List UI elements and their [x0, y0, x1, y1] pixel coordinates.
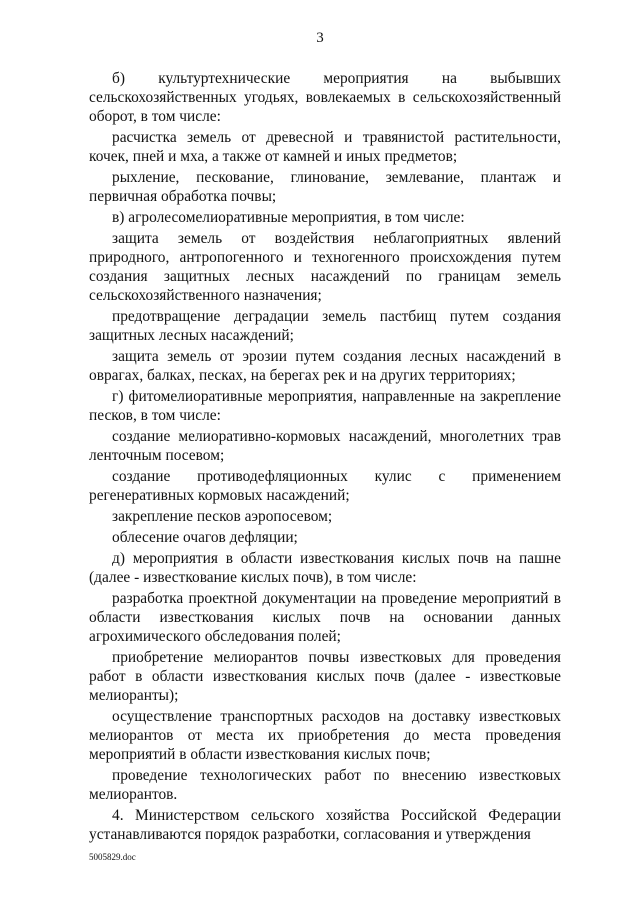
document-body — [89, 67, 561, 844]
paragraph: 4. Министерством сельского хозяйства Российской Федерации устанавливаются порядок разработки, согласования и утверждения — [89, 807, 561, 843]
paragraph: б) культуртехнические мероприятия на выбывших сельскохозяйственных угодьях, вовлекаемых в сельскохозяйственный оборот, в том числе: — [89, 70, 561, 125]
paragraph: рыхление, пескование, глинование, землевание, плантаж и первичная обработка почвы; — [89, 169, 561, 205]
paragraph: г) фитомелиоративные мероприятия, направленные на закрепление песков, в том числе: — [89, 388, 561, 424]
paragraph: защита земель от воздействия неблагоприятных явлений природного, антропогенного и техногенного происхождения путем создания защитных лесных насаждений по границам земель сельскохозяйственного назначения; — [89, 230, 561, 304]
paragraph: расчистка земель от древесной и травянистой растительности, кочек, пней и мха, а также от камней и иных предметов; — [89, 129, 561, 165]
paragraph: разработка проектной документации на проведение мероприятий в области известкования кислых почв на основании данных агрохимического обследования полей; — [89, 590, 561, 645]
footer-document-code: 5005829.doc — [89, 852, 136, 862]
page-number: 3 — [316, 30, 324, 46]
paragraph: предотвращение деградации земель пастбищ путем создания защитных лесных насаждений; — [89, 308, 561, 344]
paragraph: создание мелиоративно-кормовых насаждений, многолетних трав ленточным посевом; — [89, 428, 561, 464]
paragraph: проведение технологических работ по внесению известковых мелиорантов. — [89, 767, 561, 803]
paragraph: закрепление песков аэропосевом; — [112, 508, 333, 525]
paragraph: д) мероприятия в области известкования кислых почв на пашне (далее - известкование кислых почв), в том числе: — [89, 550, 561, 586]
paragraph: в) агролесомелиоративные мероприятия, в том числе: — [112, 209, 465, 226]
paragraph: защита земель от эрозии путем создания лесных насаждений в оврагах, балках, песках, на берегах рек и на других территориях; — [89, 348, 561, 384]
paragraph: облесение очагов дефляции; — [112, 529, 298, 546]
paragraph: приобретение мелиорантов почвы известковых для проведения работ в области известкования кислых почв (далее - известковые мелиоранты); — [89, 649, 561, 704]
paragraph: создание противодефляционных кулис с применением регенеративных кормовых насаждений; — [89, 468, 561, 504]
paragraph: осуществление транспортных расходов на доставку известковых мелиорантов от места их приобретения до места проведения мероприятий в области известкования кислых почв; — [89, 708, 561, 763]
